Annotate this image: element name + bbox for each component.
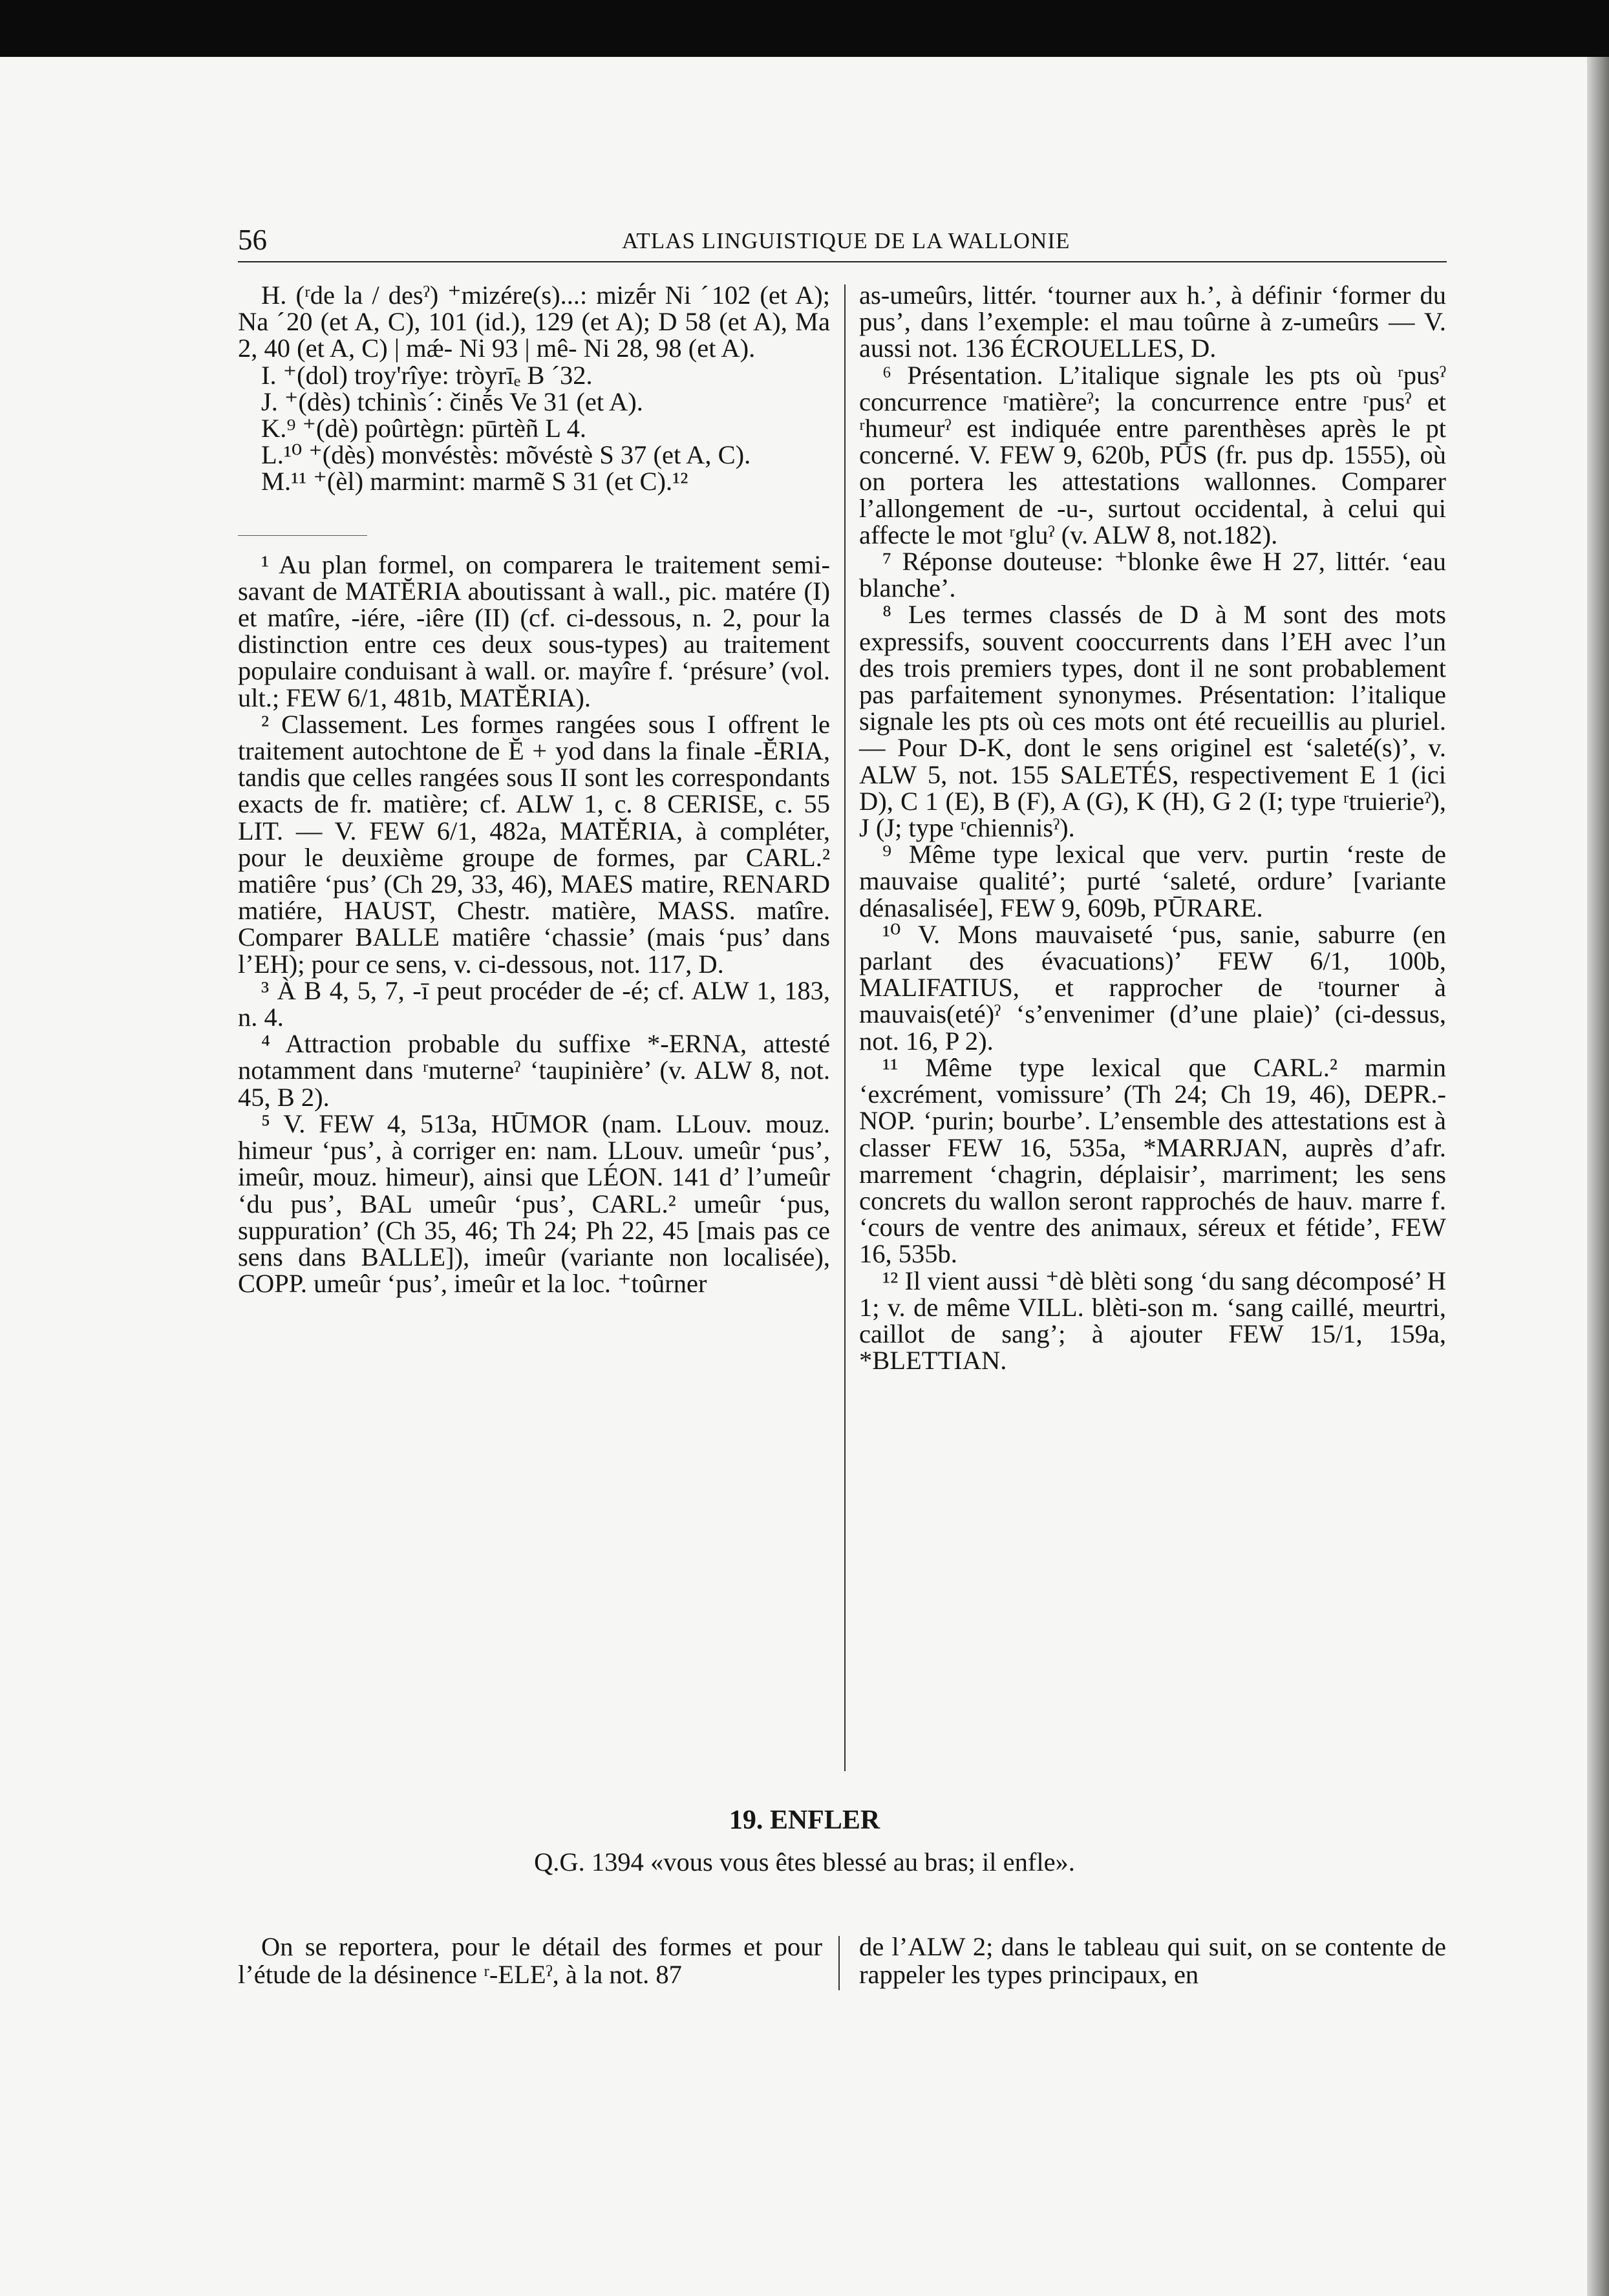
section-column-separator xyxy=(838,1936,840,1990)
entry-h: H. (ʳde la / desˀ) ⁺mizére(s)...: mizḗr Ni ˊ102 (et A); Na ˊ20 (et A, C), 101 (id.), 129 (et A); D 58 (et A), Ma 2, 40 (et A, C) | mǽ- Ni 93 | mê- Ni 28, 98 (et A). xyxy=(238,281,830,363)
scan-right-edge xyxy=(1587,57,1609,2296)
entry-m: M.¹¹ ⁺(èl) marmint: marmẽ S 31 (et C).¹² xyxy=(261,467,688,496)
footnote-10: ¹⁰ V. Mons mauvaiseté ‘pus, sanie, saburre (en parlant des évacuations)’ FEW 6/1, 100b, MALIFATIUS, et rapprocher de ʳtourner à mauvais(eté)ˀ ‘s’envenimer (d’une plaie)’ (ci-dessus, not. 16, P 2). xyxy=(859,919,1446,1056)
running-title: ATLAS LINGUISTIQUE DE LA WALLONIE xyxy=(622,228,1071,253)
entry-k: K.⁹ ⁺(dè) poûrtègn: pūrtèñ L 4. xyxy=(261,414,586,443)
footnote-2: ² Classement. Les formes rangées sous I offrent le traitement autochtone de Ĕ + yod dans la finale -ĔRIA, tandis que celles rangées sous II sont les correspondants exacts de fr. matière; cf. ALW 1, c. 8 CERISE, c. 55 LIT. — V. FEW 6/1, 482a, MATĔRIA, à compléter, pour le deuxième groupe de formes, par CARL.² matiêre ‘pus’ (Ch 29, 33, 46), MAES matire, RENARD matiére, HAUST, Chestr. matière, MASS. matîre. Comparer BALLE matiêre ‘chassie’ (mais ‘pus’ dans l’EH); pour ce sens, v. ci-dessous, not. 117, D. xyxy=(238,709,830,979)
page-header xyxy=(0,223,1609,257)
footnote-11: ¹¹ Même type lexical que CARL.² marmin ‘excrément, vomissure’ (Th 24; Ch 19, 46), DEPR.-NOP. ‘purin; bourbe’. L’ensemble des attestations est à classer FEW 16, 535a, *MARRJAN, auprès d’afr. marrement ‘chagrin, déplaisir’, marriment; les sens concrets du wallon seront rapprochés de hauv. marre f. ‘cours de ventre des animaux, séreux et fétide’, FEW 16, 535b. xyxy=(859,1052,1446,1269)
footnote-9: ⁹ Même type lexical que verv. purtin ‘reste de mauvaise qualité’; purté ‘saleté, ordure’ [variante dénasalisée], FEW 9, 609b, PŪRARE. xyxy=(859,840,1446,922)
footnote-12: ¹² Il vient aussi ⁺dè blèti song ‘du sang décomposé’ H 1; v. de même VILL. blèti-son m. ‘sang caillé, meurtri, caillot de sang’; à ajouter FEW 15/1, 159a, *BLETTIAN. xyxy=(859,1266,1446,1376)
footnote-1: ¹ Au plan formel, on comparera le traitement semi-savant de MATĔRIA aboutissant à wall., pic. matére (I) et matîre, -iére, -iêre (II) (cf. ci-dessous, n. 2, pour la distinction entre ces deux sous-types) au traitement populaire conduisant à wall. or. mayîre f. ‘présure’ (vol. ult.; FEW 6/1, 481b, MATĔRIA). xyxy=(238,549,830,712)
section-body-right: de l’ALW 2; dans le tableau qui suit, on se contente de rappeler les types principaux, en xyxy=(859,1932,1446,1989)
footnote-4: ⁴ Attraction probable du suffixe *-ERNA, attesté notamment dans ʳmuterneˀ ‘taupinière’ (v. ALW 8, not. 45, B 2). xyxy=(238,1029,830,1112)
footnote-5-continued: as-umeûrs, littér. ‘tourner aux h.’, à définir ‘former du pus’, dans l’exemple: el mau toûrne à z-umeûrs — V. aussi not. 136 ÉCROUELLES, D. xyxy=(859,281,1446,363)
header-rule xyxy=(238,261,1447,262)
section-title: 19. ENFLER xyxy=(729,1805,880,1835)
page-number: 56 xyxy=(238,224,267,256)
footnote-3: ³ À B 4, 5, 7, -ī peut procéder de -é; cf. ALW 1, 183, n. 4. xyxy=(238,975,830,1032)
entry-l: L.¹⁰ ⁺(dès) monvéstès: mõvéstè S 37 (et A, C). xyxy=(261,440,751,470)
footnote-rule xyxy=(238,535,367,536)
left-column xyxy=(238,282,830,1297)
right-column xyxy=(859,282,1446,1374)
footnote-7: ⁷ Réponse douteuse: ⁺blonke êwe H 27, littér. ‘eau blanche’. xyxy=(859,547,1446,603)
section-question: Q.G. 1394 «vous vous êtes blessé au bras; il enfle». xyxy=(534,1847,1075,1876)
scan-top-border xyxy=(0,0,1609,57)
footnote-5: ⁵ V. FEW 4, 513a, HŪMOR (nam. LLouv. mouz. himeur ‘pus’, à corriger en: nam. LLouv. umeûr ‘pus’, imeûr, mouz. himeur), ainsi que LÉON. 141 d’ l’umeûr ‘du pus’, BAL umeûr ‘pus’, CARL.² umeûr ‘pus, suppuration’ (Ch 35, 46; Th 24; Ph 22, 45 [mais pas ce sens dans BALLE]), imeûr (variante non localisée), COPP. umeûr ‘pus’, imeûr et la loc. ⁺toûrner xyxy=(238,1109,830,1299)
entry-j: J. ⁺(dès) tchinìsˊ: činḗs Ve 31 (et A). xyxy=(261,387,643,416)
footnote-8: ⁸ Les termes classés de D à M sont des mots expressifs, souvent cooccurrents dans l’EH avec l’un des trois premiers types, dont il ne sont probablement pas parfaitement synonymes. Présentation: l’italique signale les pts où ces mots ont été recueillis au pluriel. — Pour D-K, dont le sens originel est ‘saleté(s)’, v. ALW 5, not. 155 SALETÉS, respectivement E 1 (ici D), C 1 (E), B (F), A (G), K (H), G 2 (I; type ʳtruierieˀ), J (J; type ʳchiennisˀ). xyxy=(859,600,1446,843)
section-body-left: On se reportera, pour le détail des formes et pour l’étude de la désinence ʳ-ELEˀ, à la not. 87 xyxy=(238,1932,822,1989)
entry-i: I. ⁺(dol) troy'rîye: tròyrīₑ B ˊ32. xyxy=(261,360,593,390)
footnote-6: ⁶ Présentation. L’italique signale les pts où ʳpusˀ concurrence ʳmatièreˀ; la concurrence entre ʳpusˀ et ʳhumeurˀ est indiquée entre parenthèses après le pt concerné. V. FEW 9, 620b, PŪS (fr. pus dp. 1555), où on portera les attestations wallonnes. Comparer l’allongement de -u-, surtout occidental, à celui qui affecte le mot ʳgluˀ (v. ALW 8, not.182). xyxy=(859,360,1446,549)
column-separator xyxy=(844,284,846,1771)
